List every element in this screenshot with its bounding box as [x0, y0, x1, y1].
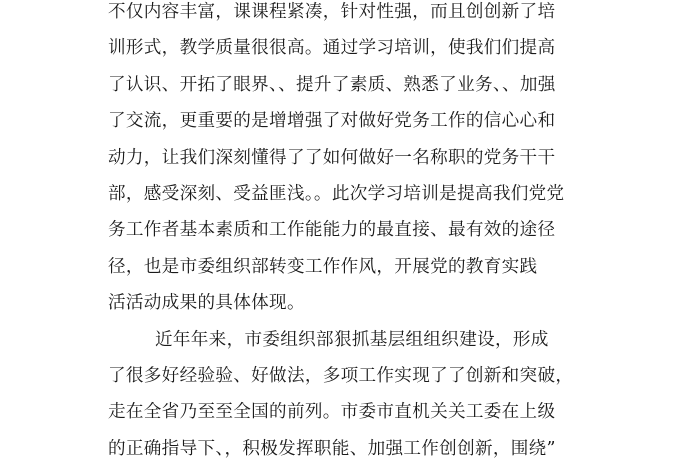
- text-line: 的正确指导下、，积极发挥职能、加强工作创创新，围绕”: [108, 438, 556, 459]
- text-line: 不仅内容丰富，课课程紧凑，针对性强，而且创创新了培: [108, 2, 556, 22]
- text-line: 径，也是市委组织部转变工作作风，开展党的教育实践: [108, 256, 538, 277]
- text-line: 活活动成果的具体体现。: [108, 293, 305, 314]
- paragraph-start-line: 近年年来，市委组织部狠抓基层组组织建设，形成: [155, 329, 549, 350]
- body-text: [108, 0, 608, 467]
- text-line: 了认识、开拓了眼界、、提升了素质、熟悉了业务、、加强: [108, 74, 556, 95]
- text-line: 务工作者基本素质和工作能能力的最直接、最有效的途径: [108, 220, 556, 241]
- text-line: 训形式，教学质量很很高。通过学习培训，使我们们提高: [108, 38, 556, 59]
- text-line: 走在全省乃至至全国的前列。市委市直机关关工委在上级: [108, 402, 556, 423]
- text-line: 动力，让我们深刻懂得了了如何做好一名称职的党务干干: [108, 147, 556, 168]
- text-line: 部，感受深刻、受益匪浅。。此次学习培训是提高我们党党: [108, 183, 565, 204]
- text-line: 了交流，更重要的是增增强了对做好党务工作的信心心和: [108, 111, 556, 132]
- text-line: 了很多好经验验、好做法，多项工作实现了了创新和突破，: [108, 365, 574, 386]
